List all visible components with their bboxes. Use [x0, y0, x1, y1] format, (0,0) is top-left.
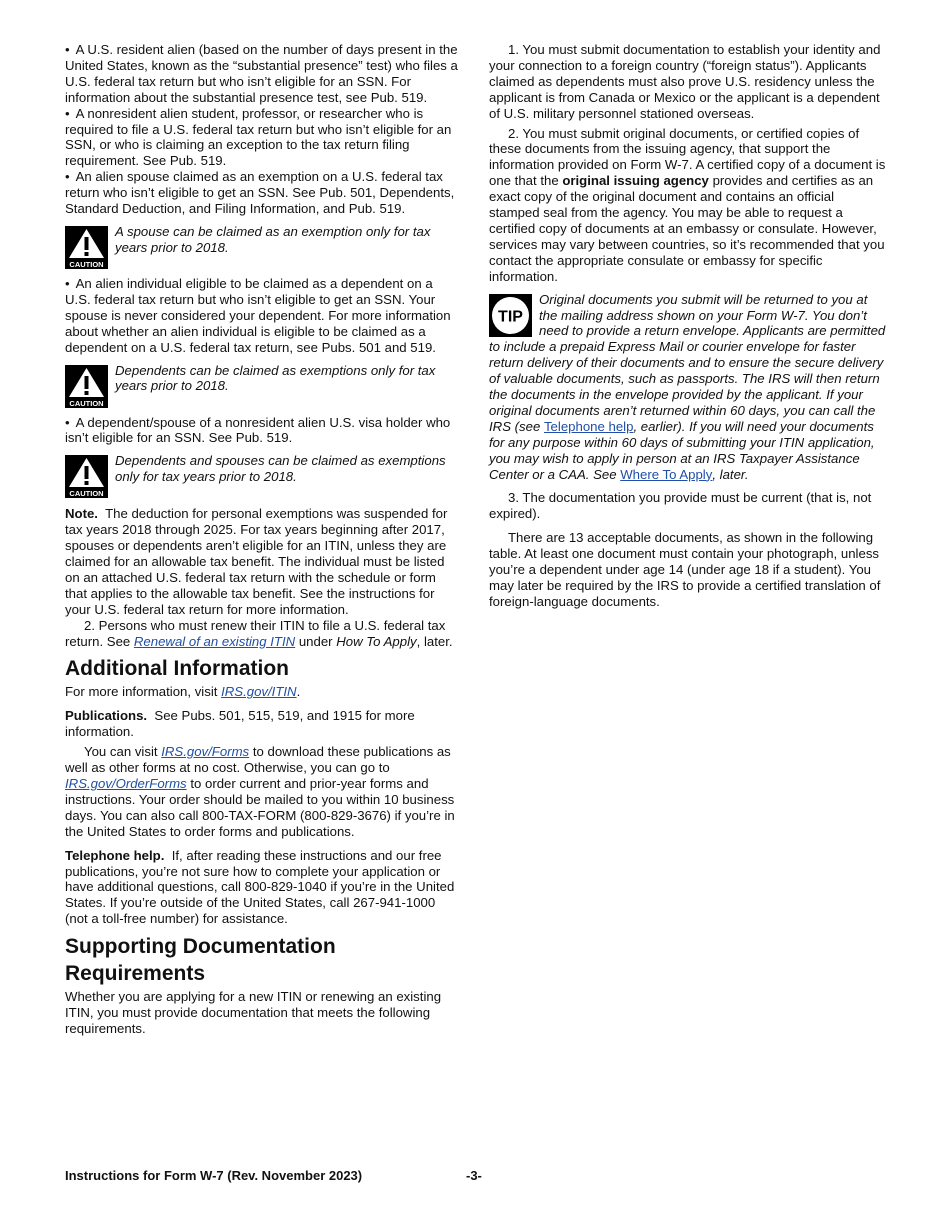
svg-text:CAUTION: CAUTION — [69, 259, 104, 269]
svg-text:CAUTION: CAUTION — [69, 398, 104, 408]
additional-information-heading: Additional Information — [65, 657, 289, 681]
where-to-apply-link[interactable]: Where To Apply — [620, 466, 713, 482]
irs-itin-link[interactable]: IRS.gov/ITIN — [221, 684, 297, 700]
caution-icon — [65, 365, 108, 408]
caution-note-spouse: CAUTION A spouse can be claimed as an exemption only for tax years prior to 2018. — [65, 224, 461, 269]
requirement-item-2: 2. You must submit original documents, or certified copies of these documents from the issuing agency, that support the information provided on Form W-7. A certified copy of a document is one that the original issuing agency provides and certifies as an exact copy of the original document and contains an official stamped seal from the agency. You may be able to request a certified copy of documents at an embassy or consulate. However, services may vary between countries, so it’s recommended that you contact the appropriate consulate or embassy for specific information. — [489, 125, 886, 284]
requirement-item-1: 1. You must submit documentation to establish your identity and your connection to a foreign country (“foreign status”). Applicants claimed as dependents must also prove U.S. residency unless the applicant is from Canada or Mexico or the applicant is a dependent of U.S. military personnel stationed overseas. — [489, 42, 881, 121]
page-footer — [65, 1168, 887, 1184]
footer-title: Instructions for Form W-7 (Rev. November 2023) — [65, 1168, 363, 1183]
svg-text:TIP: TIP — [498, 308, 523, 326]
forms-paragraph: You can visit IRS.gov/Forms to download these publications as well as other forms at no cost. Otherwise, you can go to IRS.gov/OrderForms to order current and prior-year forms and instructions. Your order should be mailed to you within 10 business days. You can also call 800-TAX-FORM (800-829-3676) if you’re in the United States to order forms and publications. — [65, 744, 455, 839]
telephone-help-paragraph: Telephone help. If, after reading these instructions and our free publications, you’re not sure how to complete your application or have additional questions, call 800-829-1040 if you’re in the United States. If you’re outside of the United States, call 267-941-1000 (not a toll-free number) for assistance. — [65, 847, 455, 927]
irs-orderforms-link[interactable]: IRS.gov/OrderForms — [65, 776, 187, 791]
renewal-item: 2. Persons who must renew their ITIN to file a U.S. federal tax return. See Renewal of an existing ITIN under How To Apply, later. — [65, 617, 453, 649]
tip-note: TIP Original documents you submit will be returned to you at the mailing address shown on your Form W-7. You don’t need to provide a return envelope. Applicants are permitted to include a prepaid Express Mail or courier envelope for faster return delivery of their documents and to ensure the secure delivery of valuable documents, such as passports. The IRS will then return the documents in the envelope provided by the applicant. If your original documents aren’t returned within 60 days, you can call the IRS (see Telephone help, earlier). If you will need your documents for any purpose within 60 days of submitting your ITIN application, you may wish to apply in person at an IRS Taxpayer Assistance Center or a CAA. See Where To Apply, later. — [489, 291, 886, 482]
bullet-resident-alien: • A U.S. resident alien (based on the number of days present in the United States, known as the “substantial presence” test) who files a U.S. federal tax return but who isn’t eligible for an SSN. For information about the substantial presence test, see Pub. 519. — [65, 42, 458, 105]
bullet-alien-dependent: • An alien individual eligible to be claimed as a dependent on a U.S. federal tax return but who isn’t eligible to get an SSN. Your spouse is never considered your dependent. For more information about whether an alien individual is eligible to be claimed as a dependent on a U.S. federal tax return, see Pubs. 501 and 519. — [65, 275, 451, 355]
note-paragraph: Note. The deduction for personal exemptions was suspended for tax years 2018 through 2025. For tax years beginning after 2017, spouses or dependents aren’t eligible for an ITIN, unless they are claimed for an allowable tax benefit. The individual must be listed on an attached U.S. federal tax return with the schedule or form that applies to the allowable tax benefit. See the instructions for your U.S. federal tax return for more information. — [65, 506, 448, 617]
requirement-item-3: 3. The documentation you provide must be current (that is, not expired). — [489, 490, 872, 522]
renewal-link[interactable]: Renewal of an existing ITIN — [133, 633, 296, 649]
supporting-documentation-paragraph: Whether you are applying for a new ITIN or renewing an existing ITIN, you must provide documentation that meets the following requirements. — [65, 989, 442, 1036]
bullet-visa-holder-dependent: • A dependent/spouse of a nonresident alien U.S. visa holder who isn’t eligible for an SSN. See Pub. 519. — [65, 414, 451, 446]
bullet-nonresident-student: • A nonresident alien student, professor, or researcher who is required to file a U.S. federal tax return but who isn’t eligible for an SSN, or who is claiming an exception to the tax return filing requirement. See Pub. 519. — [65, 105, 452, 169]
bullet-alien-spouse: • An alien spouse claimed as an exemption on a U.S. federal tax return who isn’t eligible to get an SSN. See Pub. 501, Dependents, Standard Deduction, and Filing Information, and Pub. 519. — [65, 169, 455, 217]
acceptable-documents-paragraph: There are 13 acceptable documents, as shown in the following table. At least one document must contain your photograph, unless you’re a dependent under age 14 (under age 18 if a student). You may later be required by the IRS to provide a certified translation of foreign-language documents. — [489, 530, 881, 609]
caution-icon — [65, 226, 108, 269]
supporting-documentation-heading: Supporting Documentation Requirements — [65, 935, 336, 986]
publications-paragraph: Publications. See Pubs. 501, 515, 519, and 1915 for more information. — [65, 708, 415, 740]
more-info-paragraph: For more information, visit IRS.gov/ITIN. — [65, 684, 301, 700]
telephone-help-link[interactable]: Telephone help — [543, 418, 634, 434]
caution-note-dependents: CAUTION Dependents can be claimed as exemptions only for tax years prior to 2018. — [65, 363, 461, 408]
caution-note-dependents-spouses: CAUTION Dependents and spouses can be claimed as exemptions only for tax years prior to 2018. — [65, 453, 461, 498]
right-column — [489, 42, 887, 610]
tip-icon — [489, 294, 532, 337]
left-column — [65, 42, 461, 1037]
caution-icon — [65, 455, 108, 498]
svg-text:CAUTION: CAUTION — [69, 489, 104, 499]
irs-forms-link[interactable]: IRS.gov/Forms — [161, 744, 250, 760]
page-number: -3- — [466, 1168, 482, 1183]
